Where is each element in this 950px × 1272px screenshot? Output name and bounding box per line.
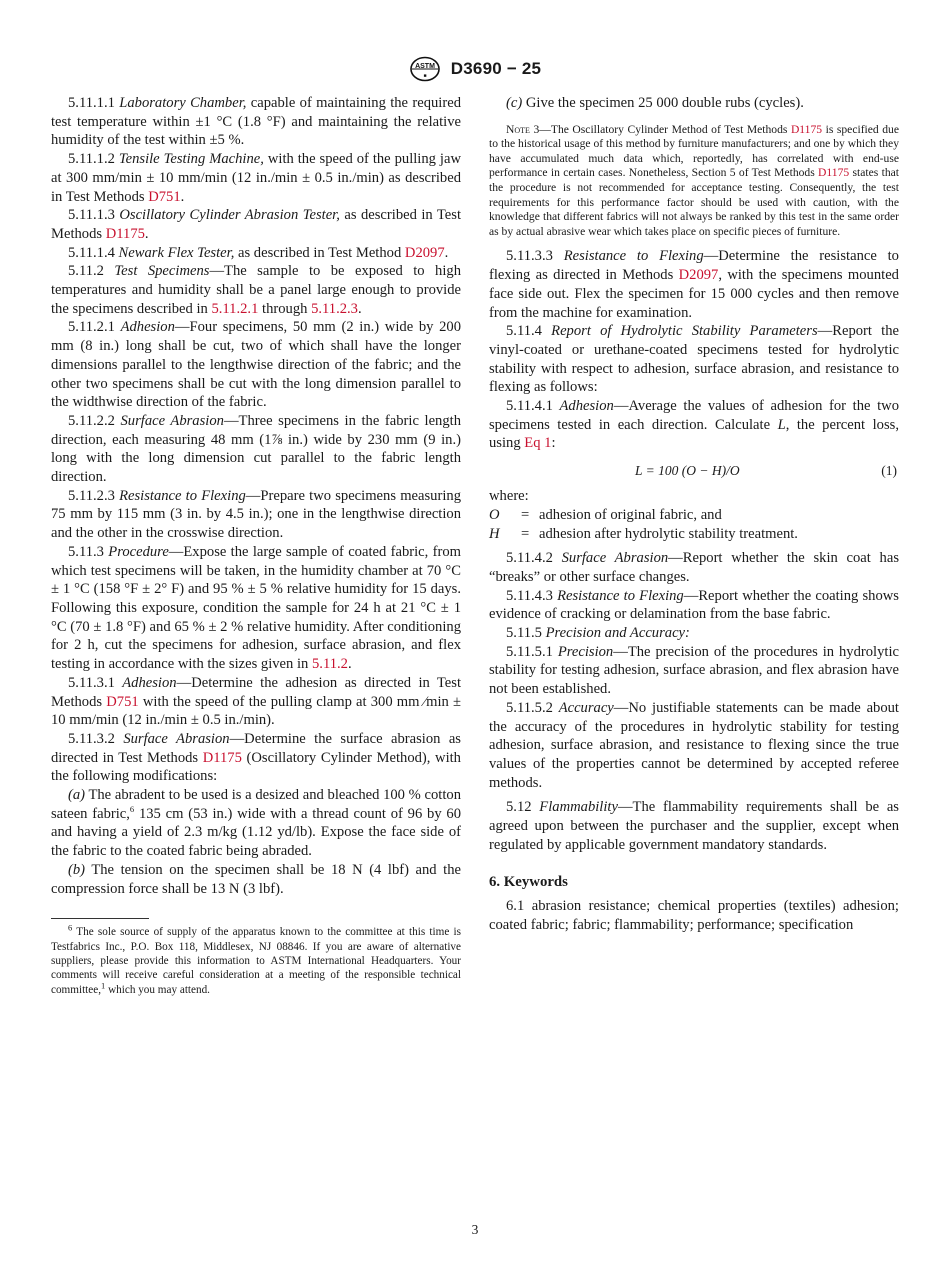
para-5-11-1-3: 5.11.1.3 Oscillatory Cylinder Abrasion Tester, as described in Test Methods D1175. bbox=[51, 207, 462, 242]
item-a: (a) The abradent to be used is a desized and bleached 100 % cotton sateen fabric,$^6$ 135 cm (53 in.) wide with a thread count of 96 by 60 and having a yield of 2.3 m/kg (1.12 yd/lb). Expose the face side of the fabric to the coated fabric being abraded. bbox=[51, 787, 461, 860]
para-5-11-1-1: 5.11.1.1 Laboratory Chamber, capable of maintaining the required test temperature within ±1 °C (1.8 °F) and maintaining the relative humidity of the test within ±5 %. bbox=[51, 95, 461, 149]
svg-text:■: ■ bbox=[423, 73, 427, 79]
ref-link-d1175[interactable]: D1175 bbox=[790, 122, 823, 136]
para-5-12: 5.12 Flammability—The flammability requirements shall be as agreed upon between the purchaser and the supplier, except when regulated by applicable government mandatory standards. bbox=[489, 799, 899, 853]
ref-link-d1175[interactable]: D1175 bbox=[202, 749, 242, 766]
para-5-11-4-3: 5.11.4.3 Resistance to Flexing—Report whether the coating shows evidence of cracking or delamination from the base fabric. bbox=[489, 587, 899, 623]
ref-link-d2097[interactable]: D2097 bbox=[404, 244, 445, 261]
para-5-11-2-2: 5.11.2.2 Surface Abrasion—Three specimens in the fabric length direction, each measuring 48 mm (1⅞ in.) wide by 230 mm (9 in.) long with the long dimension cut parallel to the fabric length direction. bbox=[51, 412, 462, 486]
para-5-11-3-2: 5.11.3.2 Surface Abrasion—Determine the surface abrasion as directed in Test Methods D1175 (Oscillatory Cylinder Method), with the following modifications: bbox=[51, 730, 461, 785]
item-b: (b) The tension on the specimen shall be 18 N (4 lbf) and the compression force shall be 13 N (3 lbf). bbox=[51, 861, 461, 897]
ref-link-d751[interactable]: D751 bbox=[106, 693, 139, 710]
astm-logo-icon bbox=[409, 56, 441, 82]
footnote-ref-6[interactable]: 6 bbox=[129, 803, 135, 814]
para-5-11-3: 5.11.3 Procedure—Expose the large sample of coated fabric, from which test specimens will be taken, in the humidity chamber at 70 °C ± 1 °C (158 °F ± 2° F) and 95 % ± 5 % relative humidity for 15 days. Following this exposure, condition the sample for 24 h at 21 °C ± 1 °C (70 ± 1.8 °F) and 65 % ± 2 % relative humidity. After conditioning for 2 h, cut the specimens for adhesion, surface abrasion, and flex testing in accordance with the sizes given in 5.11.2. bbox=[51, 543, 461, 673]
where-label: where: bbox=[489, 488, 529, 505]
footnote-6: $^6$ The sole source of supply of the apparatus known to the committee at this time is Testfabrics Inc., P.O. Box 118, Middlesex, NJ 08846. If you are aware of alternative suppliers, please provide this information to ASTM International Headquarters. Your comments will receive careful consideration at a meeting of the responsible technical committee,$^1$ which you may attend. bbox=[51, 922, 461, 996]
definition-h: H = adhesion after hydrolytic stability treatment. bbox=[489, 525, 798, 542]
para-6-1: 6.1 abrasion resistance; chemical properties (textiles) adhesion; coated fabric; fabric; flammability; performance; specification bbox=[489, 898, 899, 933]
para-5-11-1-4: 5.11.1.4 Newark Flex Tester, as described in Test Method D2097. bbox=[68, 244, 449, 261]
para-5-11-4: 5.11.4 Report of Hydrolytic Stability Parameters—Report the vinyl-coated or urethane-coated specimens tested for hydrolytic stability with respect to adhesion, surface abrasion, and resistance to flexing as follows: bbox=[489, 323, 899, 396]
equation-text: L = 100 (O − H)/O bbox=[635, 463, 740, 479]
para-5-11-4-1: 5.11.4.1 Adhesion—Average the values of adhesion for the two specimens tested in each direction. Calculate L, the percent loss, using Eq 1: bbox=[489, 398, 899, 452]
svg-text:ASTM: ASTM bbox=[414, 63, 435, 70]
para-5-11-2-3: 5.11.2.3 Resistance to Flexing—Prepare two specimens measuring 75 mm by 115 mm (3 in. by 4.5 in.); one in the lengthwise direction and the other in the crosswise direction. bbox=[51, 487, 461, 542]
ref-link-d751[interactable]: D751 bbox=[148, 188, 181, 205]
para-5-11-2: 5.11.2 Test Specimens—The sample to be exposed to high temperatures and humidity shall be a panel large enough to provide the specimens described in 5.11.2.1 through 5.11.2.3. bbox=[51, 263, 461, 317]
section-heading-keywords: 6. Keywords bbox=[489, 873, 568, 890]
right-column bbox=[489, 94, 899, 935]
para-5-11-3-1: 5.11.3.1 Adhesion—Determine the adhesion as directed in Test Methods D751 with the speed of the pulling clamp at 300 mm ⁄min ± 10 mm/min (12 in./min ± 0.5 in./min). bbox=[51, 674, 462, 729]
document-designation: D3690 − 25 bbox=[450, 59, 542, 78]
para-5-11-5: 5.11.5 Precision and Accuracy: bbox=[506, 625, 690, 642]
equation-1 bbox=[489, 457, 899, 481]
ref-link-5-11-2[interactable]: 5.11.2 bbox=[312, 656, 348, 673]
ref-link-d2097[interactable]: D2097 bbox=[678, 267, 719, 284]
para-5-11-1-2: 5.11.1.2 Tensile Testing Machine, with the speed of the pulling jaw at 300 mm/min ± 10 mm/min (12 in./min ± 0.5 in./min) as described in Test Methods D751. bbox=[51, 151, 461, 205]
equation-number: (1) bbox=[881, 463, 897, 479]
item-c: (c) Give the specimen 25 000 double rubs (cycles). bbox=[506, 95, 804, 111]
footnote-divider bbox=[51, 918, 149, 919]
para-5-11-3-3: 5.11.3.3 Resistance to Flexing—Determine the resistance to flexing as directed in Methods D2097, with the specimens mounted face side out. Flex the specimen for 15 000 cycles and then remove from the machine for examination. bbox=[489, 248, 899, 321]
definition-o: O = adhesion of original fabric, and bbox=[489, 506, 722, 523]
para-5-11-2-1: 5.11.2.1 Adhesion—Four specimens, 50 mm (2 in.) wide by 200 mm (8 in.) long shall be cut, two of which shall have the longer dimensions parallel to the lengthwise direction of the fabric; and the other two specimens shall be cut with the long dimension parallel to the widthwise direction of the fabric. bbox=[51, 319, 461, 411]
para-5-11-5-1: 5.11.5.1 Precision—The precision of the procedures in hydrolytic stability for testing adhesion, surface abrasion, and flex abrasion have not been established. bbox=[489, 643, 899, 698]
page-number: 3 bbox=[471, 1222, 479, 1237]
ref-link-d1175[interactable]: D1175 bbox=[818, 166, 850, 180]
left-column bbox=[51, 94, 461, 997]
ref-link-5-11-2-1[interactable]: 5.11.2.1 bbox=[211, 300, 259, 317]
para-5-11-5-2: 5.11.5.2 Accuracy—No justifiable statements can be made about the accuracy of the procedures in hydrolytic stability for testing adhesion, surface abrasion, and resistance to flexing since the true values of the properties cannot be determined by accepted referee methods. bbox=[489, 699, 899, 791]
ref-link-5-11-2-3[interactable]: 5.11.2.3 bbox=[311, 300, 358, 317]
note-3: Note 3—The Oscillatory Cylinder Method of Test Methods D1175 is specified due to the historical usage of this method by furniture manufacturers; and one by which they have accumulated much data which, reportedly, has correlated with end-use performance in certain cases. Nonetheless, Section 5 of Test Methods D1175 states that the procedure is not recommended for acceptance testing. Consequently, the test requirements for this performance factor should be used with caution, with the knowledge that different fabrics will not always be ranked by this test in the same order as by actual abrasive wear which takes place on specific pieces of furniture. bbox=[489, 122, 899, 238]
ref-link-eq-1[interactable]: Eq 1 bbox=[524, 435, 552, 452]
para-5-11-4-2: 5.11.4.2 Surface Abrasion—Report whether the skin coat has “breaks” or other surface changes. bbox=[489, 550, 899, 585]
ref-link-d1175[interactable]: D1175 bbox=[105, 225, 145, 242]
page-header bbox=[0, 56, 950, 82]
